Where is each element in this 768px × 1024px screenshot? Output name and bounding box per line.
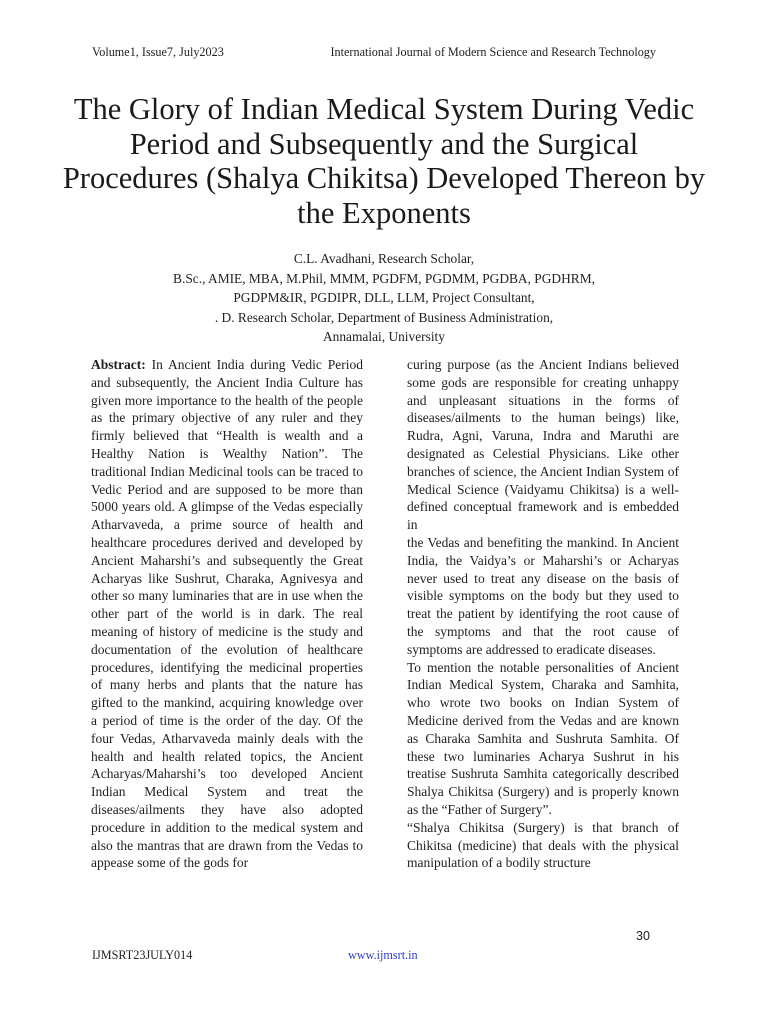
abstract-text: In Ancient India during Vedic Period and subsequently, the Ancient India Culture has given more importance to the health of the people as the primary objective of any ruler and they firmly believed that “Health is wealth and a Healthy Nation is Wealthy Nation”. The traditional Indian Medicinal tools can be traced to Vedic Period and are supposed to be more than 5000 years old. A glimpse of the Vedas especially Atharvaveda, a prime source of health and healthcare procedures derived and developed by Ancient Maharshi’s and subsequently the Great Acharyas like Sushrut, Charaka, Agnivesya and other so many luminaries that are in use when the other part of the world is in dark. The real meaning of history of medicine is the study and documentation of the evolution of healthcare procedures, identifying the medicinal properties of many herbs and plants that the nature has gifted to the mankind, acquiring knowledge over a period of time is the order of the day. Of the four Vedas, Atharvaveda mainly deals with the health and health related topics, the Ancient Acharyas/Maharshi’s too developed Ancient Indian Medical System and treat the diseases/ailments they have also adopted procedure in addition to the medical system and also the mantras that are drawn from the Vedas to appease some of the gods for xyxy=(91,357,363,871)
body-columns xyxy=(91,356,679,872)
body-paragraph: To mention the notable personalities of Ancient Indian Medical System, Charaka and Samhita, who wrote two books on Indian System of Medicine derived from the Vedas and are known as Charaka Samhita and Sushruta Samhita. Of these two luminaries Acharya Sushrut in his treatise Sushruta Samhita categorically described Shalya Chikitsa (Surgery) and is properly known as the “Father of Surgery”. xyxy=(407,659,679,817)
left-column xyxy=(91,356,363,872)
page-number: 30 xyxy=(636,929,650,943)
journal-website-link[interactable]: www.ijmsrt.in xyxy=(348,948,418,962)
author-line: B.Sc., AMIE, MBA, M.Phil, MMM, PGDFM, PGDMM, PGDBA, PGDHRM, xyxy=(173,270,595,286)
abstract-paragraph xyxy=(91,356,363,872)
running-header xyxy=(92,45,656,60)
author-line: . D. Research Scholar, Department of Business Administration, xyxy=(214,309,554,325)
body-paragraph: curing purpose (as the Ancient Indians believed some gods are responsible for creating unhappy and unpleasant situations in the forms of diseases/ailments to the human beings) like, Rudra, Agni, Varuna, Indra and Maruthi are designated as Celestial Physicians. Like other branches of science, the Ancient Indian System of Medical Science (Vaidyamu Chikitsa) is a well-defined conceptual framework and is embedded in xyxy=(407,357,679,533)
body-paragraph: “Shalya Chikitsa (Surgery) is that branch of Chikitsa (medicine) that deals with the physical manipulation of a bodily structure xyxy=(407,819,679,871)
abstract-label: Abstract: xyxy=(91,357,146,372)
journal-name: International Journal of Modern Science and Research Technology xyxy=(330,45,656,59)
author-line: Annamalai, University xyxy=(323,329,445,345)
body-paragraph: the Vedas and benefiting the mankind. In Ancient India, the Vaidya’s or Maharshi’s or Acharyas never used to treat any disease on the basis of visible symptoms on the body but they used to treat the patient by identifying the root cause of the symptoms and that the root cause of symptoms are addressed to eradicate diseases. xyxy=(407,534,679,657)
article-code: IJMSRT23JULY014 xyxy=(92,948,193,962)
right-column xyxy=(407,356,679,872)
paper-title: The Glory of Indian Medical System During Vedic Period and Subsequently and the Surgical Procedures (Shalya Chikitsa) Developed Thereon by the Exponents xyxy=(62,92,706,231)
author-block xyxy=(80,249,688,347)
author-line: C.L. Avadhani, Research Scholar, xyxy=(293,251,475,266)
author-line: PGDPM&IR, PGDIPR, DLL, LLM, Project Consultant, xyxy=(233,290,535,306)
issue-info: Volume1, Issue7, July2023 xyxy=(92,45,224,59)
